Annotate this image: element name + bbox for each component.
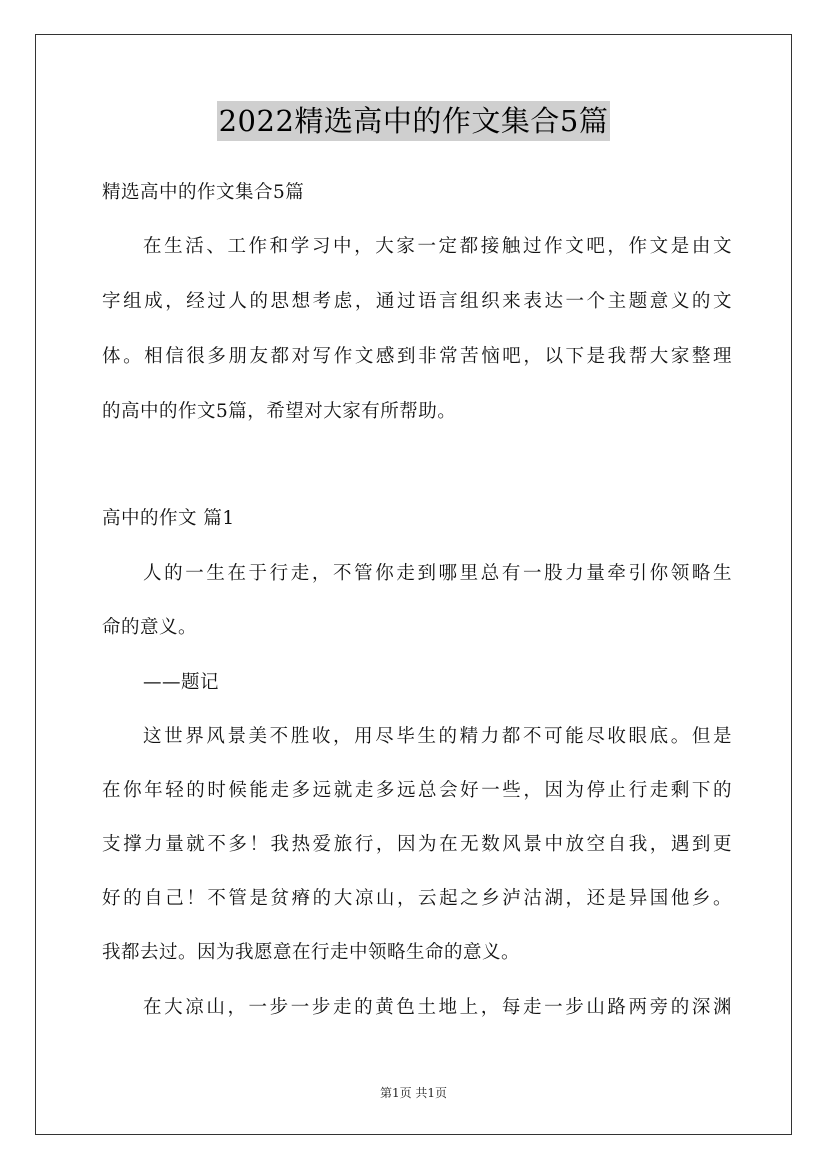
page-number-footer: 第1页 共1页: [379, 1086, 448, 1100]
intro-line: 体。相信很多朋友都对写作文感到非常苦恼吧，以下是我帮大家整理: [102, 346, 732, 367]
paragraph-line: 在大凉山，一步一步走的黄色土地上，每走一步山路两旁的深渊: [143, 997, 732, 1018]
intro-line: 在生活、工作和学习中，大家一定都接触过作文吧，作文是由文: [143, 236, 732, 257]
paragraph-line: 在你年轻的时候能走多远就走多远总会好一些，因为停止行走剩下的: [102, 780, 732, 801]
paragraph-line: 我都去过。因为我愿意在行走中领略生命的意义。: [102, 942, 521, 963]
intro-line: 的高中的作文5篇，希望对大家有所帮助。: [102, 401, 457, 422]
paragraph-line: 好的自己！不管是贫瘠的大凉山，云起之乡泸沽湖，还是异国他乡。: [102, 888, 732, 909]
section-heading: 高中的作文 篇1: [102, 508, 235, 529]
intro-line: 字组成，经过人的思想考虑，通过语言组织来表达一个主题意义的文: [102, 291, 732, 312]
document-title: 2022精选高中的作文集合5篇: [217, 101, 611, 141]
epigraph: ——题记: [143, 672, 220, 693]
paragraph-line: 人的一生在于行走，不管你走到哪里总有一股力量牵引你领略生: [143, 563, 732, 584]
paragraph-line: 这世界风景美不胜收，用尽毕生的精力都不可能尽收眼底。但是: [143, 726, 732, 747]
paragraph-line: 命的意义。: [102, 617, 198, 638]
document-subtitle: 精选高中的作文集合5篇: [102, 182, 305, 203]
paragraph-line: 支撑力量就不多！我热爱旅行，因为在无数风景中放空自我，遇到更: [102, 834, 732, 855]
title-container: [0, 101, 827, 141]
